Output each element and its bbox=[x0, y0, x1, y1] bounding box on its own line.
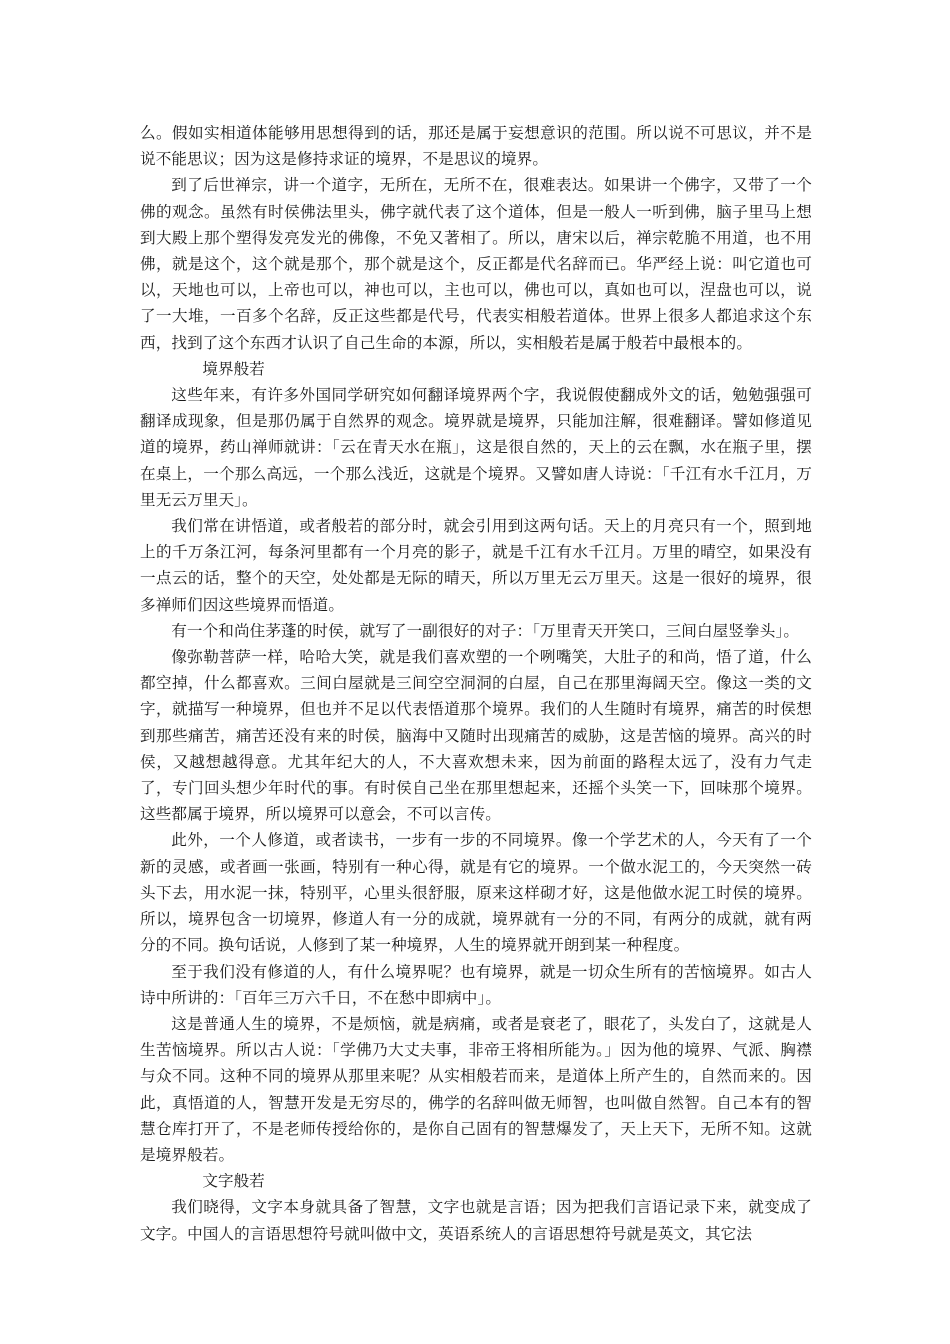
paragraph: 这些年来，有许多外国同学研究如何翻译境界两个字，我说假使翻成外文的话，勉勉强强可翻译成现象，但是那仍属于自然界的观念。境界就是境界，只能加注解，很难翻译。譬如修道见道的境界，药山禅师就讲：「云在青天水在瓶」，这是很自然的，天上的云在飘，水在瓶子里，摆在桌上，一个那么高远，一个那么浅近，这就是个境界。又譬如唐人诗说：「千江有水千江月，万里无云万里天」。 bbox=[140, 386, 812, 509]
paragraph: 有一个和尚住茅蓬的时侯，就写了一副很好的对子：「万里青天开笑口，三间白屋竖拳头」。 bbox=[171, 621, 800, 640]
paragraph: 像弥勒菩萨一样，哈哈大笑，就是我们喜欢塑的一个咧嘴笑，大肚子的和尚，悟了道，什么都空掉，什么都喜欢。三间白屋就是三间空空洞洞的白屋，自己在那里海阔天空。像这一类的文字，就描写一种境界，但也并不足以代表悟道那个境界。我们的人生随时有境界，痛苦的时侯想到那些痛苦，痛苦还没有来的时侯，脑海中又随时出现痛苦的威胁，这是苦恼的境界。高兴的时侯，又越想越得意。尤其年纪大的人，不大喜欢想未来，因为前面的路程太远了，没有力气走了，专门回头想少年时代的事。有时侯自己坐在那里想起来，还摇个头笑一下，回味那个境界。这些都属于境界，所以境界可以意会，不可以言传。 bbox=[140, 648, 812, 824]
paragraph: 此外，一个人修道，或者读书，一步有一步的不同境界。像一个学艺术的人，今天有了一个新的灵感，或者画一张画，特别有一种心得，就是有它的境界。一个做水泥工的，今天突然一砖头下去，用水泥一抹，特别平，心里头很舒服，原来这样砌才好，这是他做水泥工时侯的境界。所以，境界包含一切境界，修道人有一分的成就，境界就有一分的不同，有两分的成就，就有两分的不同。换句话说，人修到了某一种境界，人生的境界就开朗到某一种程度。 bbox=[140, 831, 812, 955]
text-column bbox=[140, 120, 812, 1247]
paragraph-continuation: 么。假如实相道体能够用思想得到的话，那还是属于妄想意识的范围。所以说不可思议，并不是说不能思议；因为这是修持求证的境界，不是思议的境界。 bbox=[140, 124, 812, 169]
section-heading-wenzi-bore: 文字般若 bbox=[202, 1172, 265, 1191]
paragraph: 这是普通人生的境界，不是烦恼，就是病痛，或者是衰老了，眼花了，头发白了，这就是人生苦恼境界。所以古人说：「学佛乃大丈夫事，非帝王将相所能为。」因为他的境界、气派、胸襟与众不同。这种不同的境界从那里来呢？从实相般若而来，是道体上所产生的，自然而来的。因此，真悟道的人，智慧开发是无穷尽的，佛学的名辞叫做无师智，也叫做自然智。自己本有的智慧仓库打开了，不是老师传授给你的，是你自己固有的智慧爆发了，天上天下，无所不知。这就是境界般若。 bbox=[140, 1014, 812, 1164]
paragraph: 到了后世禅宗，讲一个道字，无所在，无所不在，很难表达。如果讲一个佛字，又带了一个佛的观念。虽然有时侯佛法里头，佛字就代表了这个道体，但是一般人一听到佛，脑子里马上想到大殿上那个塑得发亮发光的佛像，不免又著相了。所以，唐宋以后，禅宗乾脆不用道，也不用佛，就是这个，这个就是那个，那个就是这个，反正都是代名辞而已。华严经上说：叫它道也可以，天地也可以，上帝也可以，神也可以，主也可以，佛也可以，真如也可以，涅盘也可以，说了一大堆，一百多个名辞，反正这些都是代号，代表实相般若道体。世界上很多人都追求这个东西，找到了这个东西才认识了自己生命的本源，所以，实相般若是属于般若中最根本的。 bbox=[140, 176, 812, 352]
paragraph: 至于我们没有修道的人，有什么境界呢？也有境界，就是一切众生所有的苦恼境界。如古人诗中所讲的：「百年三万六千日，不在愁中即病中」。 bbox=[140, 962, 812, 1007]
section-heading-jingjie-bore: 境界般若 bbox=[202, 359, 265, 378]
paragraph: 我们常在讲悟道，或者般若的部分时，就会引用到这两句话。天上的月亮只有一个，照到地上的千万条江河，每条河里都有一个月亮的影子，就是千江有水千江月。万里的晴空，如果没有一点云的话，整个的天空，处处都是无际的晴天，所以万里无云万里天。这是一很好的境界，很多禅师们因这些境界而悟道。 bbox=[140, 517, 812, 614]
paragraph: 我们晓得，文字本身就具备了智慧，文字也就是言语；因为把我们言语记录下来，就变成了文字。中国人的言语思想符号就叫做中文，英语系统人的言语思想符号就是英文，其它法 bbox=[140, 1198, 812, 1243]
